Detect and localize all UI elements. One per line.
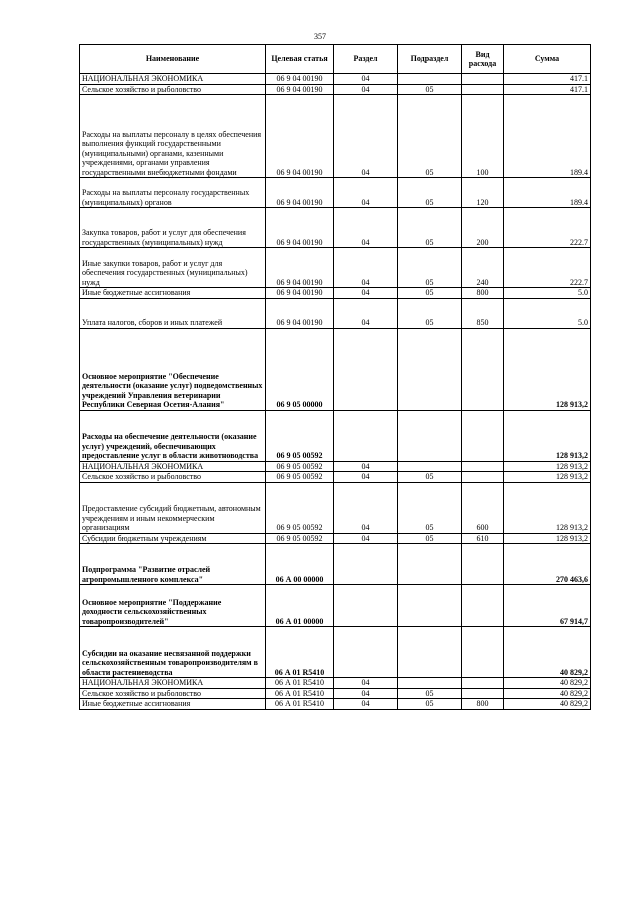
row-sum: 222.7 bbox=[504, 208, 591, 248]
row-section: 04 bbox=[334, 248, 398, 288]
table-row bbox=[80, 84, 591, 95]
row-subsection bbox=[398, 627, 462, 678]
row-sum: 128 913,2 bbox=[504, 410, 591, 461]
row-name: Иные закупки товаров, работ и услуг для обеспечения государственных (муниципальных) нужд bbox=[80, 248, 266, 288]
row-section: 04 bbox=[334, 678, 398, 689]
table-row bbox=[80, 298, 591, 328]
row-section bbox=[334, 410, 398, 461]
row-sum: 40 829,2 bbox=[504, 688, 591, 699]
row-name: Иные бюджетные ассигнования bbox=[80, 288, 266, 299]
row-code: 06 9 05 00592 bbox=[266, 482, 334, 533]
row-section: 04 bbox=[334, 472, 398, 483]
row-subsection: 05 bbox=[398, 208, 462, 248]
row-subsection bbox=[398, 678, 462, 689]
table-row bbox=[80, 410, 591, 461]
table-row bbox=[80, 461, 591, 472]
row-code: 06 9 05 00592 bbox=[266, 472, 334, 483]
row-subsection bbox=[398, 585, 462, 627]
row-subsection: 05 bbox=[398, 688, 462, 699]
row-code: 06 А 01 00000 bbox=[266, 585, 334, 627]
row-name: Субсидии бюджетным учреждениям bbox=[80, 533, 266, 544]
row-section: 04 bbox=[334, 95, 398, 178]
row-sum: 189.4 bbox=[504, 95, 591, 178]
row-expense-type bbox=[462, 585, 504, 627]
table-row bbox=[80, 178, 591, 208]
row-expense-type: 600 bbox=[462, 482, 504, 533]
row-code: 06 9 05 00592 bbox=[266, 461, 334, 472]
row-sum: 222.7 bbox=[504, 248, 591, 288]
row-section: 04 bbox=[334, 461, 398, 472]
row-subsection bbox=[398, 461, 462, 472]
row-expense-type bbox=[462, 328, 504, 410]
header-section: Раздел bbox=[334, 45, 398, 74]
row-subsection: 05 bbox=[398, 482, 462, 533]
row-name: Основное мероприятие "Обеспечение деятельности (оказание услуг) подведомственных учреждений Управления ветеринарии Республики Северная Осетия-Алания" bbox=[80, 328, 266, 410]
row-section: 04 bbox=[334, 74, 398, 85]
table-row bbox=[80, 627, 591, 678]
row-expense-type bbox=[462, 544, 504, 585]
row-sum: 40 829,2 bbox=[504, 627, 591, 678]
table-row bbox=[80, 688, 591, 699]
row-section: 04 bbox=[334, 288, 398, 299]
row-section bbox=[334, 585, 398, 627]
row-subsection: 05 bbox=[398, 699, 462, 710]
row-sum: 417.1 bbox=[504, 74, 591, 85]
row-code: 06 9 04 00190 bbox=[266, 178, 334, 208]
row-sum: 189.4 bbox=[504, 178, 591, 208]
row-expense-type: 800 bbox=[462, 699, 504, 710]
row-subsection: 05 bbox=[398, 95, 462, 178]
row-code: 06 9 04 00190 bbox=[266, 248, 334, 288]
row-name: Уплата налогов, сборов и иных платежей bbox=[80, 298, 266, 328]
header-code: Целевая статья bbox=[266, 45, 334, 74]
row-code: 06 9 04 00190 bbox=[266, 288, 334, 299]
row-expense-type: 120 bbox=[462, 178, 504, 208]
table-row bbox=[80, 248, 591, 288]
row-code: 06 А 01 R5410 bbox=[266, 678, 334, 689]
row-sum: 128 913,2 bbox=[504, 533, 591, 544]
row-code: 06 9 05 00592 bbox=[266, 410, 334, 461]
row-expense-type: 800 bbox=[462, 288, 504, 299]
row-code: 06 9 05 00000 bbox=[266, 328, 334, 410]
row-sum: 128 913,2 bbox=[504, 472, 591, 483]
page-number: 357 bbox=[314, 32, 326, 41]
table-header-row bbox=[80, 45, 591, 74]
row-subsection: 05 bbox=[398, 248, 462, 288]
row-section bbox=[334, 627, 398, 678]
row-subsection bbox=[398, 74, 462, 85]
row-code: 06 9 05 00592 bbox=[266, 533, 334, 544]
table-row bbox=[80, 678, 591, 689]
row-code: 06 9 04 00190 bbox=[266, 95, 334, 178]
row-section: 04 bbox=[334, 84, 398, 95]
row-name: НАЦИОНАЛЬНАЯ ЭКОНОМИКА bbox=[80, 678, 266, 689]
row-section bbox=[334, 544, 398, 585]
row-expense-type bbox=[462, 84, 504, 95]
row-subsection bbox=[398, 410, 462, 461]
row-section: 04 bbox=[334, 208, 398, 248]
row-code: 06 9 04 00190 bbox=[266, 208, 334, 248]
row-name: Иные бюджетные ассигнования bbox=[80, 699, 266, 710]
row-code: 06 А 01 R5410 bbox=[266, 688, 334, 699]
row-code: 06 А 00 00000 bbox=[266, 544, 334, 585]
row-sum: 270 463,6 bbox=[504, 544, 591, 585]
row-code: 06 А 01 R5410 bbox=[266, 699, 334, 710]
row-name: Сельское хозяйство и рыболовство bbox=[80, 688, 266, 699]
row-expense-type: 100 bbox=[462, 95, 504, 178]
header-sum: Сумма bbox=[504, 45, 591, 74]
row-expense-type bbox=[462, 74, 504, 85]
row-expense-type: 240 bbox=[462, 248, 504, 288]
table-row bbox=[80, 699, 591, 710]
row-code: 06 А 01 R5410 bbox=[266, 627, 334, 678]
row-sum: 67 914,7 bbox=[504, 585, 591, 627]
row-name: Подпрограмма "Развитие отраслей агропромышленного комплекса" bbox=[80, 544, 266, 585]
row-code: 06 9 04 00190 bbox=[266, 298, 334, 328]
table-row bbox=[80, 585, 591, 627]
row-code: 06 9 04 00190 bbox=[266, 84, 334, 95]
row-name: Предоставление субсидий бюджетным, автономным учреждениям и иным некоммерческим организациям bbox=[80, 482, 266, 533]
header-expense-type: Вид расхода bbox=[462, 45, 504, 74]
table-row bbox=[80, 328, 591, 410]
header-subsection: Подраздел bbox=[398, 45, 462, 74]
table-row bbox=[80, 533, 591, 544]
row-name: Субсидии на оказание несвязанной поддержки сельскохозяйственным товаропроизводителям в области растениеводства bbox=[80, 627, 266, 678]
row-section bbox=[334, 328, 398, 410]
table-row bbox=[80, 208, 591, 248]
row-name: НАЦИОНАЛЬНАЯ ЭКОНОМИКА bbox=[80, 461, 266, 472]
table-row bbox=[80, 74, 591, 85]
row-expense-type bbox=[462, 410, 504, 461]
row-sum: 128 913,2 bbox=[504, 328, 591, 410]
table-row bbox=[80, 95, 591, 178]
row-subsection bbox=[398, 544, 462, 585]
row-section: 04 bbox=[334, 482, 398, 533]
row-section: 04 bbox=[334, 298, 398, 328]
row-subsection: 05 bbox=[398, 178, 462, 208]
row-section: 04 bbox=[334, 688, 398, 699]
row-section: 04 bbox=[334, 178, 398, 208]
row-sum: 128 913,2 bbox=[504, 461, 591, 472]
row-subsection: 05 bbox=[398, 288, 462, 299]
row-sum: 5.0 bbox=[504, 298, 591, 328]
row-sum: 417.1 bbox=[504, 84, 591, 95]
header-name: Наименование bbox=[80, 45, 266, 74]
row-subsection: 05 bbox=[398, 84, 462, 95]
row-name: Основное мероприятие "Поддержание доходности сельскохозяйственных товаропроизводителей" bbox=[80, 585, 266, 627]
row-expense-type bbox=[462, 472, 504, 483]
row-expense-type bbox=[462, 678, 504, 689]
row-expense-type: 610 bbox=[462, 533, 504, 544]
row-expense-type bbox=[462, 461, 504, 472]
row-name: НАЦИОНАЛЬНАЯ ЭКОНОМИКА bbox=[80, 74, 266, 85]
budget-table bbox=[79, 44, 591, 710]
row-name: Расходы на выплаты персоналу в целях обеспечения выполнения функций государственными (муниципальными) органами, казенными учреждениями, органами управления государственными внебюджетными фондами bbox=[80, 95, 266, 178]
row-name: Сельское хозяйство и рыболовство bbox=[80, 84, 266, 95]
row-section: 04 bbox=[334, 533, 398, 544]
row-subsection: 05 bbox=[398, 533, 462, 544]
row-name: Закупка товаров, работ и услуг для обеспечения государственных (муниципальных) нужд bbox=[80, 208, 266, 248]
row-expense-type: 850 bbox=[462, 298, 504, 328]
row-sum: 40 829,2 bbox=[504, 699, 591, 710]
row-section: 04 bbox=[334, 699, 398, 710]
row-name: Расходы на выплаты персоналу государственных (муниципальных) органов bbox=[80, 178, 266, 208]
row-name: Расходы на обеспечение деятельности (оказание услуг) учреждений, обеспечивающих предоставление услуг в области животноводства bbox=[80, 410, 266, 461]
row-subsection bbox=[398, 328, 462, 410]
table-row bbox=[80, 482, 591, 533]
row-name: Сельское хозяйство и рыболовство bbox=[80, 472, 266, 483]
table-row bbox=[80, 472, 591, 483]
table-row bbox=[80, 544, 591, 585]
row-code: 06 9 04 00190 bbox=[266, 74, 334, 85]
row-sum: 40 829,2 bbox=[504, 678, 591, 689]
row-expense-type bbox=[462, 627, 504, 678]
row-expense-type: 200 bbox=[462, 208, 504, 248]
row-sum: 128 913,2 bbox=[504, 482, 591, 533]
table-row bbox=[80, 288, 591, 299]
row-sum: 5.0 bbox=[504, 288, 591, 299]
row-expense-type bbox=[462, 688, 504, 699]
row-subsection: 05 bbox=[398, 298, 462, 328]
row-subsection: 05 bbox=[398, 472, 462, 483]
